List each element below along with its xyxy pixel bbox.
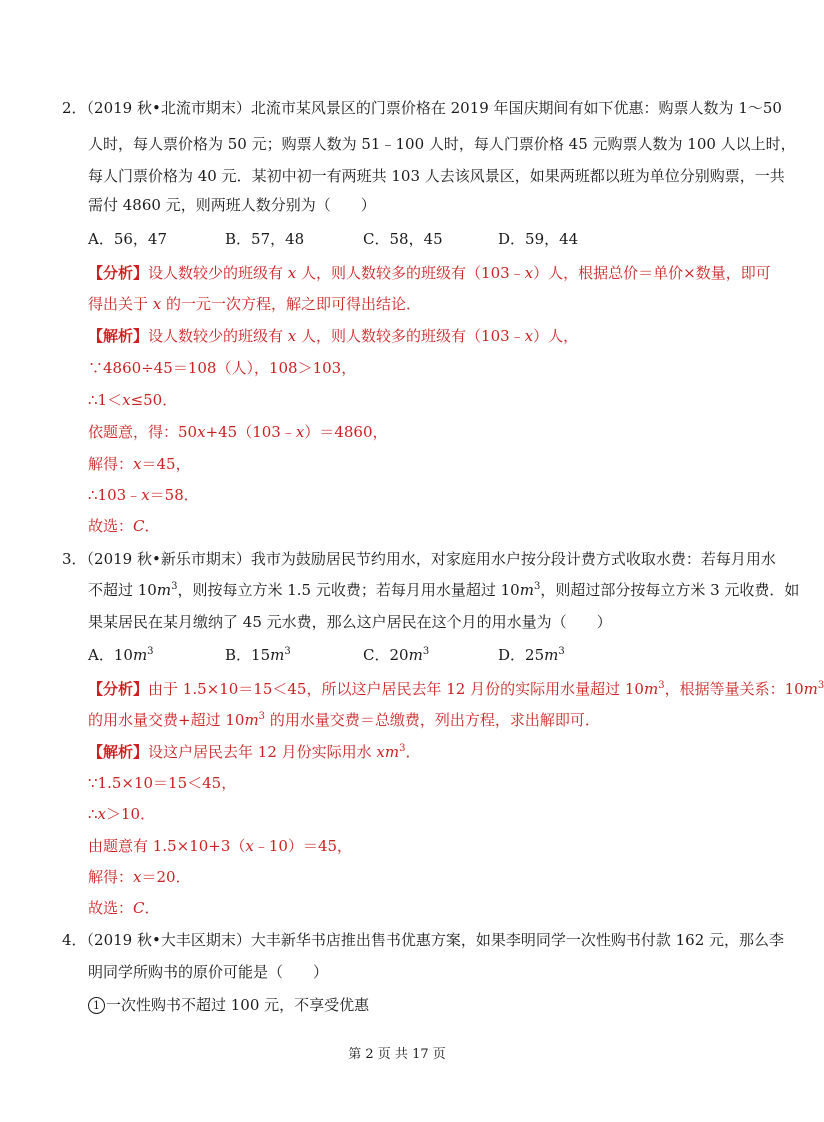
q3-answer: 故选：C．	[88, 899, 160, 917]
q2-step-5: ∴103﹣x＝58．	[88, 486, 199, 504]
q3-step-3: 由题意有 1.5×10+3（x﹣10）＝45，	[88, 837, 353, 855]
analysis-tag: 【分析】	[88, 264, 149, 282]
q4-item-1: 1 一次性购书不超过 100 元，不享受优惠	[88, 995, 369, 1015]
q2-option-a: A．56，47	[88, 230, 168, 248]
q3-line-3: 果某居民在某月缴纳了 45 元水费，那么这户居民在这个月的用水量为（ ）	[88, 613, 612, 631]
page-footer: 第 2 页 共 17 页	[348, 1047, 446, 1062]
q3-line-2: 不超过 $10m^3$，则按每立方米 1.5 元收费；若每月用水量超过 $10m^3$，则超过部分按每立方米 3 元收费．如	[88, 581, 800, 599]
q2-answer: 故选：C．	[88, 517, 160, 535]
q4-number: 4．	[62, 931, 87, 949]
q2-line-1: 2．（2019 秋•北流市期末）北流市某风景区的门票价格在 2019 年国庆期间有如下优惠：购票人数为 1～50	[62, 99, 782, 117]
q2-analysis-line-1: 【分析】设人数较少的班级有 x 人，则人数较多的班级有（103﹣x）人，根据总价＝单价×数量，即可	[88, 264, 771, 282]
q2-step-1: ∵4860÷45＝108（人），108＞103，	[88, 359, 357, 377]
q3-analysis-line-2: 的用水量交费+超过 $10m^3$ 的用水量交费＝总缴费，列出方程，求出解即可．	[88, 711, 600, 729]
current-page-number: 2	[365, 1047, 374, 1062]
q2-line-2: 人时，每人票价格为 50 元；购票人数为 51﹣100 人时，每人门票价格 45 元购票人数为 100 人以上时，	[88, 135, 796, 153]
q2-step-3: 依题意，得：50x+45（103﹣x）＝4860，	[88, 423, 388, 441]
solution-tag: 【解析】	[88, 327, 149, 345]
solution-tag: 【解析】	[88, 743, 149, 761]
q3-option-d: D．$25m^3$	[498, 646, 565, 664]
q3-step-4: 解得：x＝20．	[88, 868, 191, 886]
q2-solution-line-1: 【解析】设人数较少的班级有 x 人，则人数较多的班级有（103﹣x）人，	[88, 327, 579, 345]
total-page-count: 17	[412, 1047, 429, 1062]
q3-step-1: ∵1.5×10＝15＜45，	[88, 774, 237, 792]
q3-option-c: C．$20m^3$	[363, 646, 430, 664]
q2-step-2: ∴1＜x≤50．	[88, 391, 178, 409]
q2-step-4: 解得：x＝45，	[88, 455, 191, 473]
q2-line-3: 每人门票价格为 40 元．某初中初一有两班共 103 人去该风景区，如果两班都以班为单位分别购票，一共	[88, 167, 785, 185]
q3-number: 3．	[62, 550, 87, 568]
q3-analysis-line-1: 【分析】由于 1.5×10＝15＜45，所以这户居民去年 12 月份的实际用水量超过 $10m^3$，根据等量关系：$10m^3$	[88, 680, 824, 698]
q3-option-b: B．$15m^3$	[225, 646, 291, 664]
q3-line-1: 3．（2019 秋•新乐市期末）我市为鼓励居民节约用水，对家庭用水户按分段计费方式收取水费：若每月用水	[62, 550, 776, 568]
q4-line-2: 明同学所购书的原价可能是（ ）	[88, 963, 329, 981]
q3-step-2: ∴x＞10．	[88, 805, 156, 823]
q2-option-d: D．59，44	[498, 230, 579, 248]
circled-number-1: 1	[88, 997, 105, 1014]
q2-analysis-line-2: 得出关于 x 的一元一次方程，解之即可得出结论．	[88, 295, 422, 313]
q3-solution-line-1: 【解析】设这户居民去年 12 月份实际用水 $xm^3$．	[88, 743, 421, 761]
q4-line-1: 4．（2019 秋•大丰区期末）大丰新华书店推出售书优惠方案，如果李明同学一次性购书付款 162 元，那么李	[62, 931, 785, 949]
q3-option-a: A．$10m^3$	[88, 646, 154, 664]
q2-option-c: C．58，45	[363, 230, 443, 248]
q2-option-b: B．57，48	[225, 230, 305, 248]
q2-number: 2．	[62, 99, 87, 117]
q2-line-4: 需付 4860 元，则两班人数分别为（ ）	[88, 196, 376, 214]
analysis-tag: 【分析】	[88, 680, 149, 698]
